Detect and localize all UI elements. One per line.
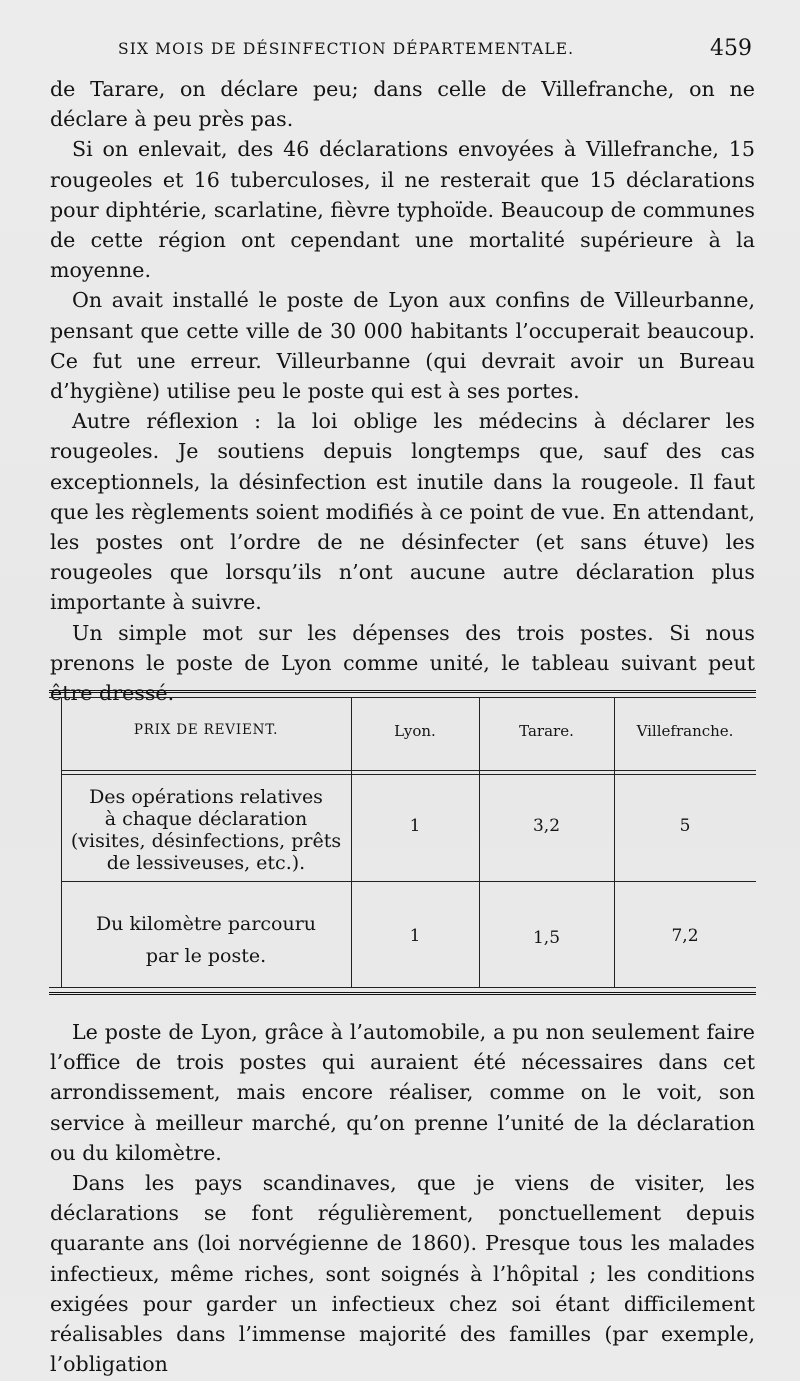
paragraph: On avait installé le poste de Lyon aux confins de Villeurbanne, pensant que cette ville de 30 000 habitants l’occuperait beaucoup. Ce fut une erreur. Villeurbanne (qui devrait avoir un Bureau d’hygiène) utilise peu le poste qui est à ses portes. bbox=[50, 288, 755, 404]
paragraph: Si on enlevait, des 46 déclarations envoyées à Villefranche, 15 rougeoles et 16 tuberculoses, il ne resterait que 15 déclarations pour diphtérie, scarlatine, fièvre typhoïde. Beaucoup de communes de cette région ont cependant une mortalité supérieure à la moyenne. bbox=[50, 137, 755, 283]
paragraph: Le poste de Lyon, grâce à l’automobile, a pu non seulement faire l’office de trois postes qui auraient été nécessaires dans cet arrondissement, mais encore réaliser, comme on le voit, son service à meilleur marché, qu’on prenne l’unité de la déclaration ou du kilomètre. bbox=[50, 1020, 755, 1165]
header-rule bbox=[61, 770, 756, 771]
row-label-kilometre bbox=[61, 908, 351, 972]
paragraph: de Tarare, on déclare peu; dans celle de Villefranche, on ne déclare à peu près pas. bbox=[50, 77, 755, 132]
header-rule bbox=[61, 774, 756, 775]
row-divider bbox=[61, 881, 756, 882]
label-line: Du kilomètre parcouru bbox=[95, 913, 317, 935]
row-label-declaration bbox=[61, 786, 351, 874]
value-villefranche-declaration: 5 bbox=[679, 816, 691, 836]
label-line: par le poste. bbox=[145, 945, 267, 967]
value-lyon-kilometre: 1 bbox=[409, 926, 421, 946]
body-text-bottom bbox=[50, 1017, 755, 1379]
paragraph: Dans les pays scandinaves, que je viens de visiter, les déclarations se font régulièrement, ponctuellement depuis quarante ans (loi norvégienne de 1860). Presque tous les malades infectieux, même riches, sont soignés à l’hôpital ; les conditions exigées pour garder un infectieux chez soi étant difficilement réalisables dans l’immense majorité des familles (par exemple, l’obligation bbox=[50, 1171, 755, 1377]
paragraph: Un simple mot sur les dépenses des trois postes. Si nous prenons le poste de Lyon comme unité, le tableau suivant peut être dressé. bbox=[50, 620, 755, 706]
body-text-top bbox=[50, 74, 755, 708]
value-villefranche-kilometre: 7,2 bbox=[671, 926, 699, 946]
paragraph: Autre réflexion : la loi oblige les médecins à déclarer les rougeoles. Je soutiens depuis longtemps que, sauf des cas exceptionnels, la désinfection est inutile dans la rougeole. Il faut que les règlements soient modifiés à ce point de vue. En attendant, les postes ont l’ordre de ne désinfecter (et sans étuve) les rougeoles que lorsqu’ils n’ont aucune autre déclaration plus importante à suivre. bbox=[50, 409, 755, 615]
label-line: Des opérations relatives bbox=[89, 786, 323, 808]
header-villefranche: Villefranche. bbox=[636, 722, 734, 740]
cost-table bbox=[49, 690, 756, 995]
header-tarare: Tarare. bbox=[519, 722, 574, 740]
value-lyon-declaration: 1 bbox=[409, 816, 421, 836]
running-title: SIX MOIS DE DÉSINFECTION DÉPARTEMENTALE. bbox=[118, 40, 575, 58]
label-line: de lessiveuses, etc.). bbox=[106, 852, 306, 874]
header-cost: PRIX DE REVIENT. bbox=[133, 722, 279, 738]
value-tarare-declaration: 3,2 bbox=[532, 816, 561, 836]
running-head bbox=[118, 36, 758, 66]
label-line: à chaque déclaration bbox=[104, 808, 308, 830]
table-frame bbox=[49, 697, 756, 988]
page-number: 459 bbox=[710, 36, 752, 61]
header-lyon: Lyon. bbox=[394, 722, 436, 740]
label-line: (visites, désinfections, prêts bbox=[70, 830, 342, 852]
value-tarare-kilometre: 1,5 bbox=[532, 928, 561, 948]
